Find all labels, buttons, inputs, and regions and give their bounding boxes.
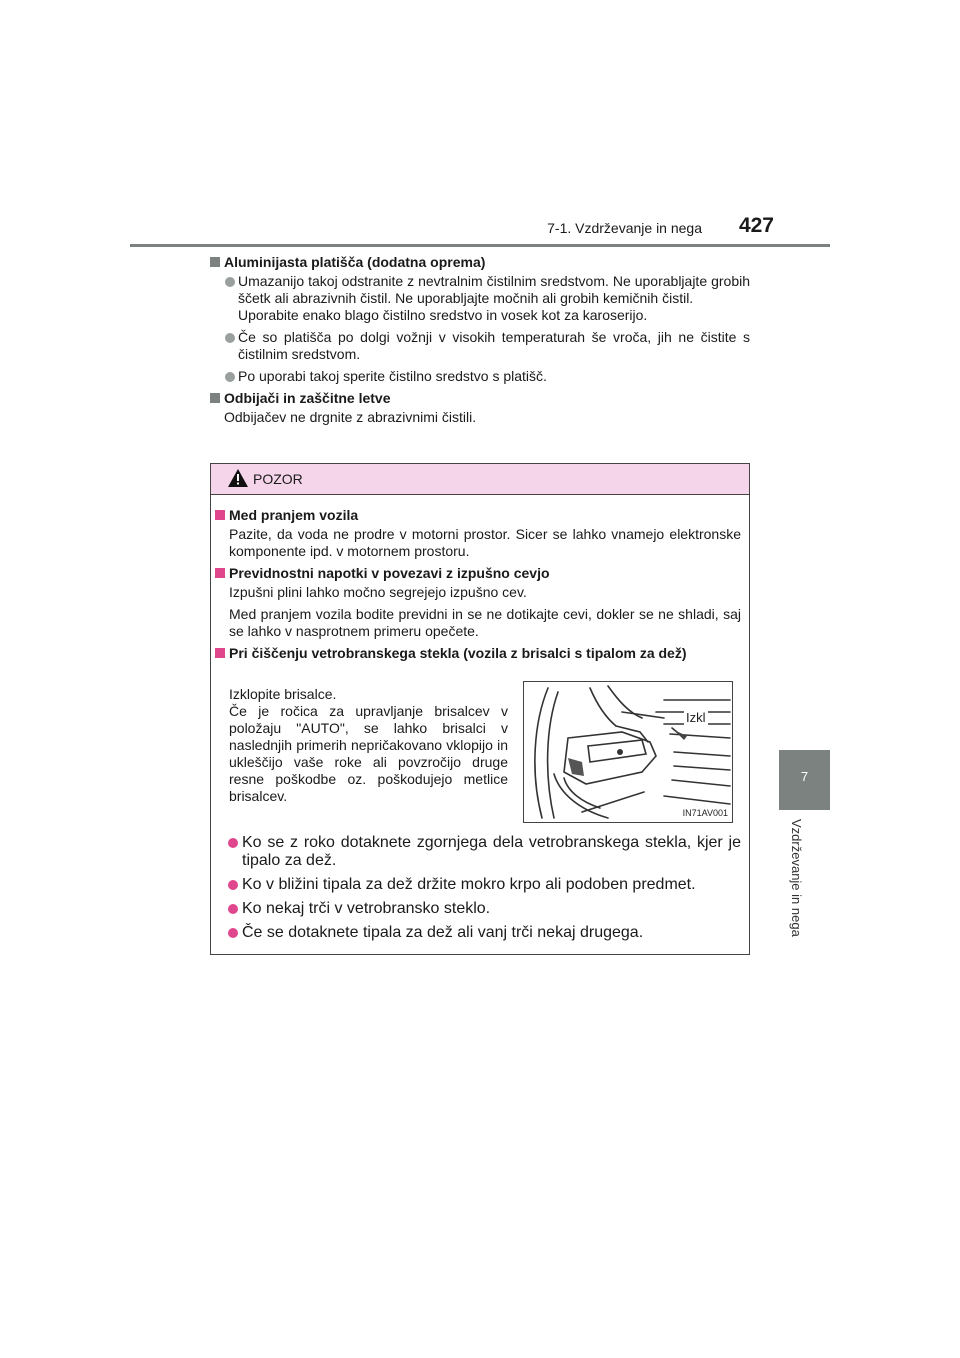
list-item-text: Umazanijo takoj odstranite z nevtralnim čistilnim sredstvom. Ne uporabljajte grobih ščetk ali abrazivnih čistil. Ne uporabljajte močnih ali grobih kemičnih čistil. (238, 273, 750, 306)
illustration-label: Izkl (686, 710, 706, 725)
warning-heading (211, 565, 749, 582)
square-bullet-icon (215, 568, 225, 578)
bullet-dot-icon (228, 838, 238, 848)
paragraph: Pazite, da voda ne prodre v motorni prostor. Sicer se lahko vnamejo elektronske komponente ipd. v motornem prostoru. (229, 526, 741, 559)
warning-label: POZOR (253, 471, 303, 487)
warning-heading (211, 507, 749, 524)
heading-text: Pri čiščenju vetrobranskega stekla (vozila z brisalci s tipalom za dež) (229, 645, 687, 661)
illustration-code: IN71AV001 (682, 808, 728, 818)
list-item-text: Ko v bližini tipala za dež držite mokro krpo ali podoben predmet. (242, 876, 696, 893)
bullet-dot-icon (225, 333, 235, 343)
list-item-text: Če so platišča po dolgi vožnji v visokih temperaturah še vroča, jih ne čistite s čistilnim sredstvom. (238, 329, 750, 362)
list-item (211, 924, 749, 942)
list-item (210, 273, 750, 324)
warning-heading (211, 645, 749, 662)
list-item-text: Ko nekaj trči v vetrobransko steklo. (242, 900, 491, 917)
paragraph: Izklopite brisalce. (229, 686, 337, 702)
warning-header (211, 464, 749, 495)
steering-wheel-lever-drawing (524, 682, 732, 822)
list-item (210, 329, 750, 363)
heading-text: Odbijači in zaščitne letve (224, 390, 391, 406)
heading-text: Aluminijasta platišča (dodatna oprema) (224, 254, 486, 270)
section-title: 7-1. Vzdrževanje in nega (547, 220, 702, 236)
section-heading-wheels (210, 254, 750, 271)
wiper-intro (229, 686, 508, 805)
square-bullet-icon (215, 648, 225, 658)
list-item (211, 876, 749, 894)
wiper-lever-illustration (523, 681, 733, 823)
list-item (211, 834, 749, 870)
square-bullet-icon (210, 393, 220, 403)
wiper-conditions-list (211, 834, 749, 948)
warning-triangle-icon (227, 468, 249, 493)
bullet-dot-icon (228, 904, 238, 914)
paragraph: Med pranjem vozila bodite previdni in se ne dotikajte cevi, dokler se ne shladi, saj se lahko v nasprotnem primeru opečete. (229, 606, 741, 639)
bullet-dot-icon (228, 880, 238, 890)
list-item-text: Uporabite enako blago čistilno sredstvo in vosek kot za karoserijo. (238, 307, 648, 323)
chapter-tab (779, 750, 830, 810)
heading-text: Med pranjem vozila (229, 507, 359, 523)
square-bullet-icon (210, 257, 220, 267)
paragraph: Izpušni plini lahko močno segrejejo izpušno cev. (229, 584, 527, 600)
list-item-text: Če se dotaknete tipala za dež ali vanj trči nekaj drugega. (242, 924, 644, 941)
paragraph: Odbijačev ne drgnite z abrazivnimi čistili. (224, 409, 477, 425)
page-number: 427 (738, 214, 774, 237)
list-item (211, 900, 749, 918)
list-item-text: Ko se z roko dotaknete zgornjega dela vetrobranskega stekla, kjer je tipalo za dež. (242, 834, 741, 869)
warning-body (211, 507, 749, 664)
list-item-text: Po uporabi takoj sperite čistilno sredstvo s platišč. (238, 368, 547, 384)
bullet-dot-icon (225, 372, 235, 382)
main-content (210, 254, 750, 431)
section-heading-bumpers (210, 390, 750, 407)
warning-box (210, 463, 750, 955)
header-rule (130, 244, 830, 247)
paragraph: Če je ročica za upravljanje brisalcev v položaju "AUTO", se lahko brisalci v naslednjih primerih nepričakovano vklopijo in ukleščijo vaše roke ali povzročijo druge resne poškodbe oz. poškodujejo metlice brisalcev. (229, 703, 508, 804)
square-bullet-icon (215, 510, 225, 520)
chapter-label: Vzdrževanje in nega (789, 819, 804, 937)
list-item (210, 368, 750, 385)
heading-text: Previdnostni napotki v povezavi z izpušno cevjo (229, 565, 550, 581)
bullet-dot-icon (225, 277, 235, 287)
chapter-number: 7 (800, 769, 809, 784)
page-header (130, 214, 830, 246)
bullet-dot-icon (228, 928, 238, 938)
